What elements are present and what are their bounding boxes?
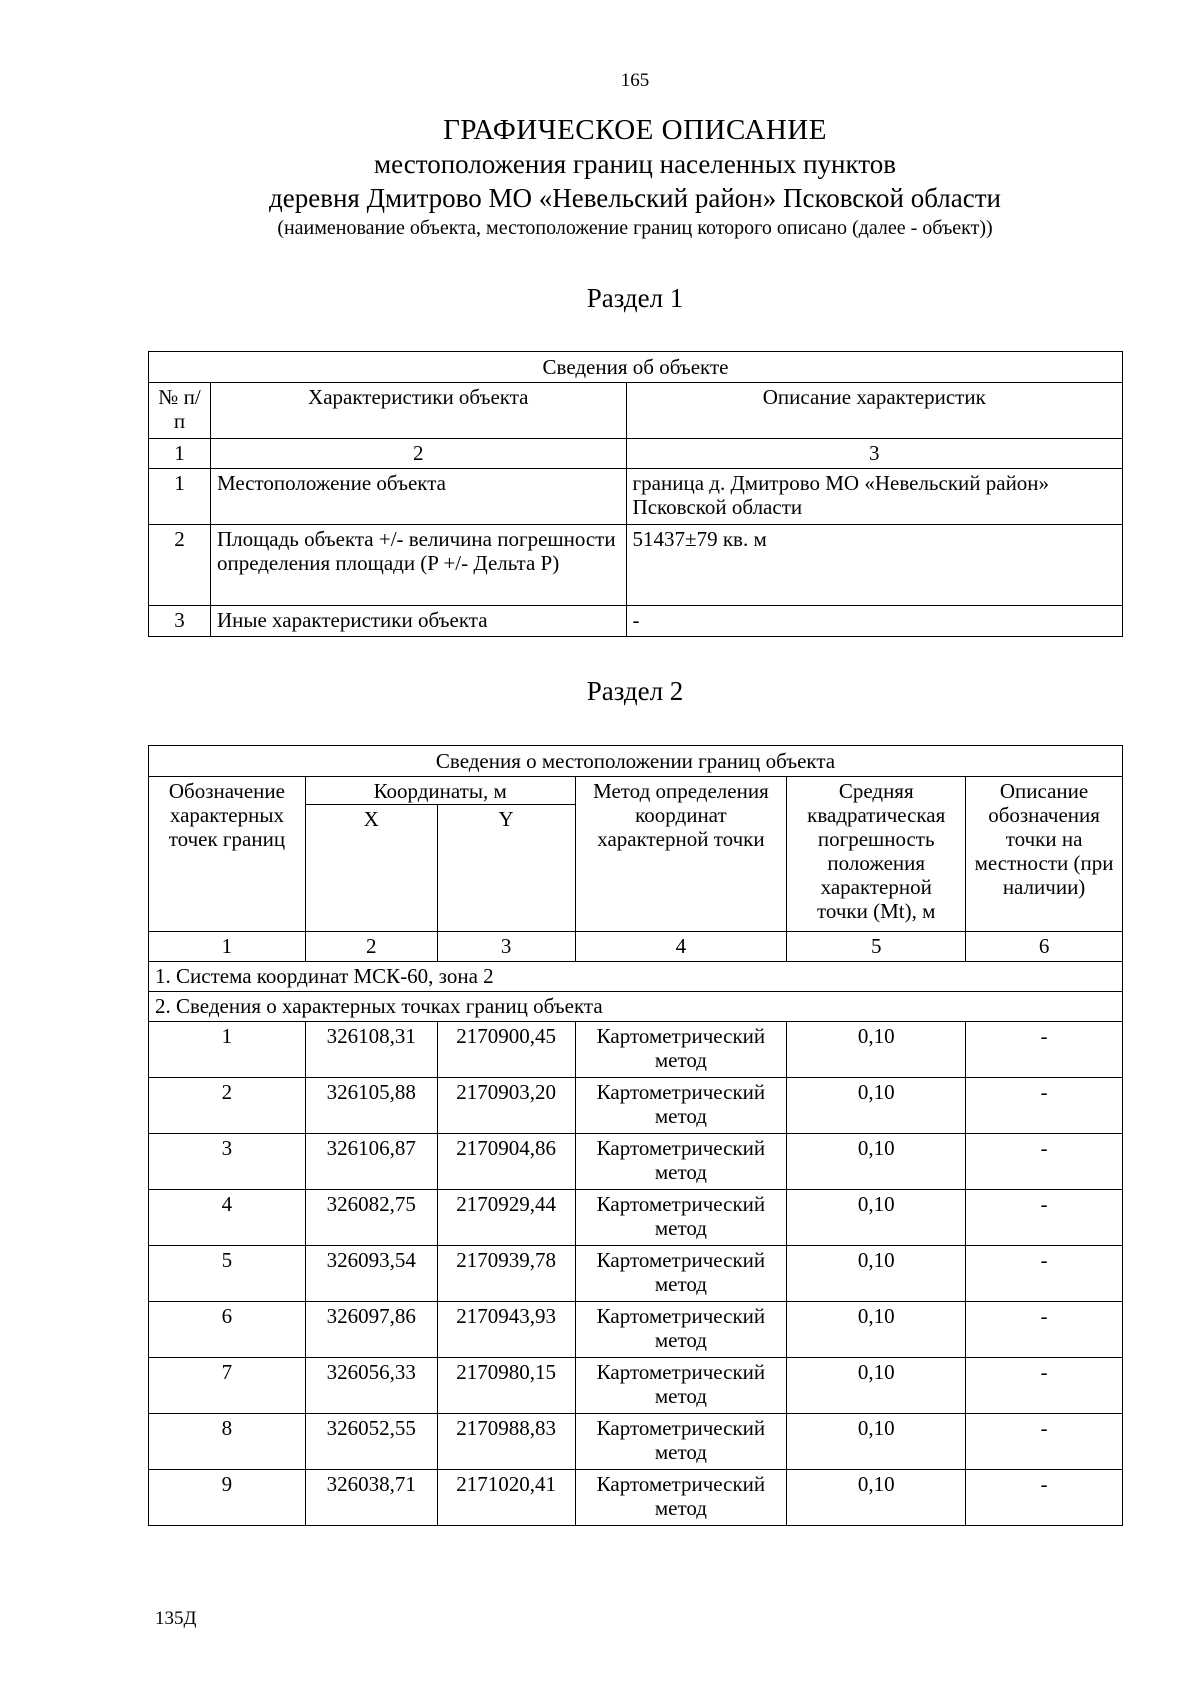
point-description: -: [966, 1302, 1123, 1358]
col-number: 1: [149, 932, 306, 962]
table-row: [149, 1414, 1123, 1470]
coord-x: 326106,87: [305, 1134, 437, 1190]
coord-x: 326082,75: [305, 1190, 437, 1246]
document-title: [0, 113, 1200, 241]
title-line-3: деревня Дмитрово МО «Невельский район» Псковской области: [269, 183, 1001, 213]
section-1-heading: Раздел 1: [586, 283, 684, 313]
col-number: 1: [149, 439, 211, 469]
header-coords: Координаты, м: [305, 777, 575, 805]
page-number: 165: [620, 70, 650, 91]
mean-error: 0,10: [787, 1022, 966, 1078]
object-info-table: [148, 351, 1123, 637]
point-description: -: [966, 1078, 1123, 1134]
points-title: 2. Сведения о характерных точках границ объекта: [149, 992, 1123, 1022]
coord-y: 2170903,20: [437, 1078, 575, 1134]
table-row: [149, 1078, 1123, 1134]
coord-x: 326052,55: [305, 1414, 437, 1470]
header-point: Обозначение характерных точек границ: [149, 777, 306, 932]
mean-error: 0,10: [787, 1190, 966, 1246]
point-number: 1: [149, 1022, 306, 1078]
mean-error: 0,10: [787, 1246, 966, 1302]
point-number: 8: [149, 1414, 306, 1470]
row-description: граница д. Дмитрово МО «Невельский район» Псковской области: [626, 469, 1122, 525]
title-main: ГРАФИЧЕСКОЕ ОПИСАНИЕ: [443, 114, 827, 146]
table-row: [149, 525, 1123, 606]
method: Картометрический метод: [575, 1078, 787, 1134]
mean-error: 0,10: [787, 1078, 966, 1134]
method: Картометрический метод: [575, 1134, 787, 1190]
method: Картометрический метод: [575, 1358, 787, 1414]
header-desc: Описание обозначения точки на местности (при наличии): [966, 777, 1123, 932]
method: Картометрический метод: [575, 1470, 787, 1526]
coord-y: 2170900,45: [437, 1022, 575, 1078]
header-num: № п/п: [149, 383, 211, 439]
col-number: 6: [966, 932, 1123, 962]
method: Картометрический метод: [575, 1190, 787, 1246]
point-description: -: [966, 1246, 1123, 1302]
boundary-points-table: [148, 745, 1123, 1526]
mean-error: 0,10: [787, 1414, 966, 1470]
col-number: 3: [437, 932, 575, 962]
mean-error: 0,10: [787, 1134, 966, 1190]
point-description: -: [966, 1190, 1123, 1246]
point-number: 9: [149, 1470, 306, 1526]
mean-error: 0,10: [787, 1470, 966, 1526]
table-row: [149, 606, 1123, 637]
points-body: [149, 1022, 1123, 1526]
coordinate-system: 1. Система координат МСК-60, зона 2: [149, 962, 1123, 992]
header-x: X: [305, 805, 437, 932]
method: Картометрический метод: [575, 1414, 787, 1470]
point-number: 7: [149, 1358, 306, 1414]
header-method: Метод определения координат характерной точки: [575, 777, 787, 932]
coord-y: 2170929,44: [437, 1190, 575, 1246]
table-row: [149, 1358, 1123, 1414]
method: Картометрический метод: [575, 1246, 787, 1302]
boundary-table-title: Сведения о местоположении границ объекта: [149, 746, 1123, 777]
coord-x: 326105,88: [305, 1078, 437, 1134]
coord-y: 2170988,83: [437, 1414, 575, 1470]
footer-code: 135Д: [155, 1608, 197, 1629]
mean-error: 0,10: [787, 1358, 966, 1414]
col-number: 5: [787, 932, 966, 962]
row-description: -: [626, 606, 1122, 637]
title-line-2: местоположения границ населенных пунктов: [374, 149, 896, 179]
coord-x: 326097,86: [305, 1302, 437, 1358]
coord-y: 2170943,93: [437, 1302, 575, 1358]
coord-y: 2170904,86: [437, 1134, 575, 1190]
col-number: 2: [305, 932, 437, 962]
header-description: Описание характеристик: [626, 383, 1122, 439]
coord-x: 326108,31: [305, 1022, 437, 1078]
coord-y: 2170980,15: [437, 1358, 575, 1414]
point-description: -: [966, 1414, 1123, 1470]
mean-error: 0,10: [787, 1302, 966, 1358]
table-row: [149, 1022, 1123, 1078]
point-number: 5: [149, 1246, 306, 1302]
table-row: [149, 1190, 1123, 1246]
coord-x: 326093,54: [305, 1246, 437, 1302]
point-description: -: [966, 1134, 1123, 1190]
object-info-table-title: Сведения об объекте: [149, 352, 1123, 383]
point-number: 3: [149, 1134, 306, 1190]
col-number: 2: [210, 439, 626, 469]
row-characteristic: Площадь объекта +/- величина погрешности определения площади (P +/- Дельта P): [210, 525, 626, 606]
point-number: 6: [149, 1302, 306, 1358]
table-row: [149, 1134, 1123, 1190]
section-2-heading: Раздел 2: [586, 676, 684, 706]
table-row: [149, 469, 1123, 525]
method: Картометрический метод: [575, 1022, 787, 1078]
point-description: -: [966, 1358, 1123, 1414]
coord-x: 326056,33: [305, 1358, 437, 1414]
row-characteristic: Иные характеристики объекта: [210, 606, 626, 637]
row-characteristic: Местоположение объекта: [210, 469, 626, 525]
row-description: 51437±79 кв. м: [626, 525, 1122, 606]
point-number: 4: [149, 1190, 306, 1246]
col-number: 3: [626, 439, 1122, 469]
row-num: 2: [149, 525, 211, 606]
point-number: 2: [149, 1078, 306, 1134]
point-description: -: [966, 1470, 1123, 1526]
col-number: 4: [575, 932, 787, 962]
coord-x: 326038,71: [305, 1470, 437, 1526]
table-row: [149, 1246, 1123, 1302]
header-error: Средняя квадратическая погрешность положения характерной точки (Mt), м: [787, 777, 966, 932]
title-note: (наименование объекта, местоположение границ которого описано (далее - объект)): [277, 217, 993, 239]
table-row: [149, 1470, 1123, 1526]
method: Картометрический метод: [575, 1302, 787, 1358]
coord-y: 2171020,41: [437, 1470, 575, 1526]
table-row: [149, 1302, 1123, 1358]
point-description: -: [966, 1022, 1123, 1078]
row-num: 1: [149, 469, 211, 525]
header-y: Y: [437, 805, 575, 932]
header-characteristics: Характеристики объекта: [210, 383, 626, 439]
coord-y: 2170939,78: [437, 1246, 575, 1302]
row-num: 3: [149, 606, 211, 637]
